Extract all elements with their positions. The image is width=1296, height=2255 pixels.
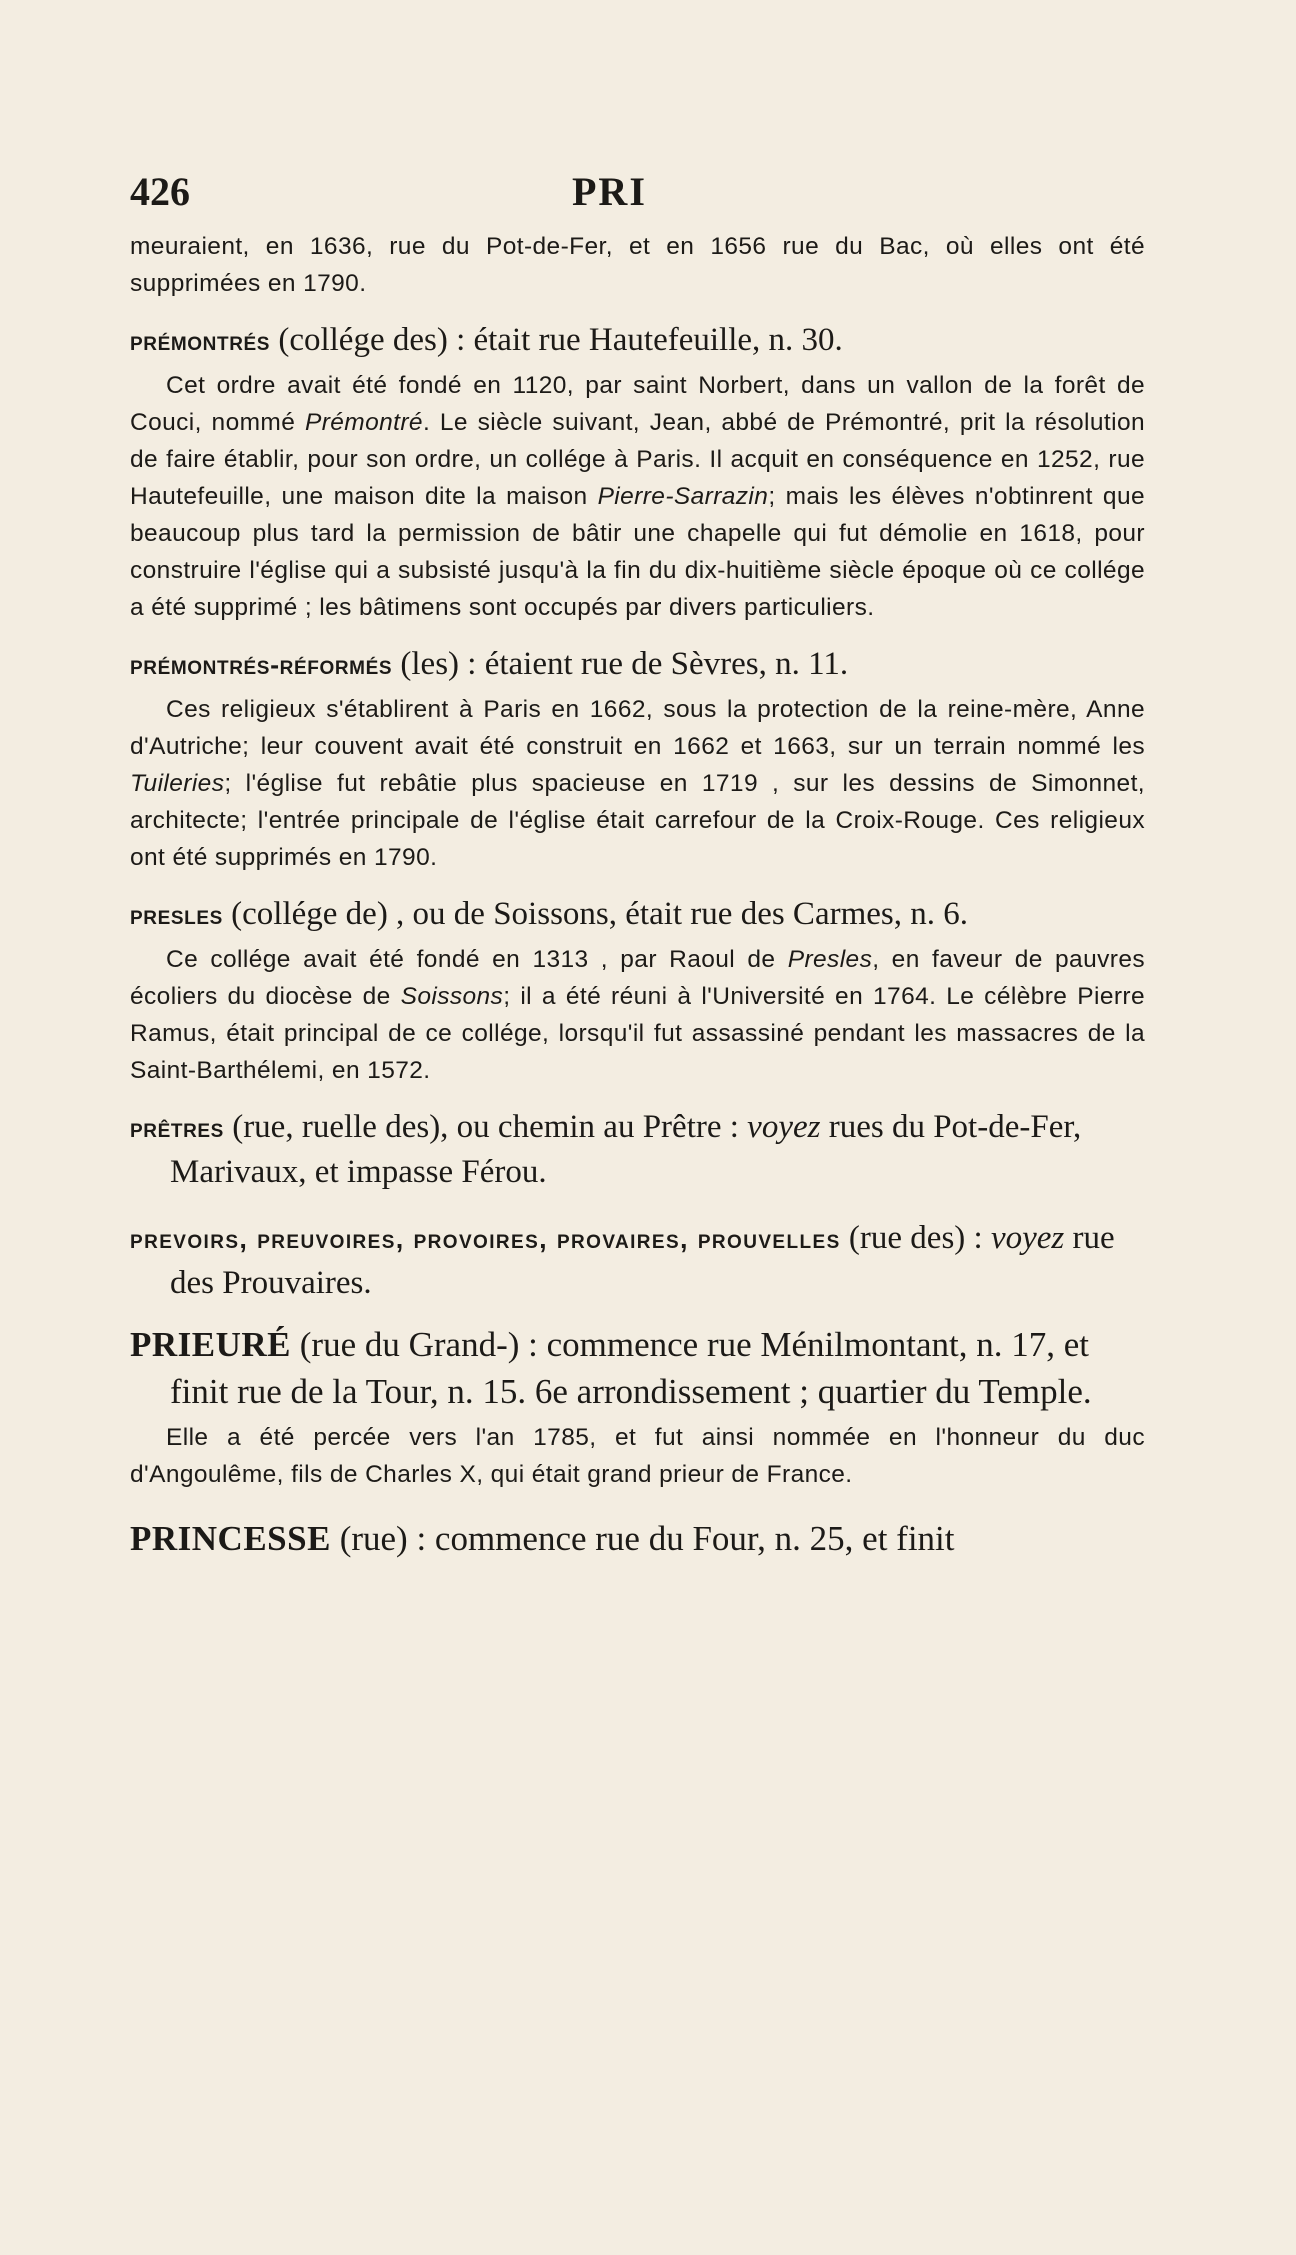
entry-heading-text: (collége des) : était rue Hautefeuille, n. 30. bbox=[270, 322, 843, 358]
entry-heading-text: rues du Pot-de-Fer, Marivaux, et impasse Férou. bbox=[170, 1109, 1082, 1190]
body-italic: Prémontré bbox=[304, 409, 423, 436]
body-italic: Soissons bbox=[400, 983, 504, 1010]
entry-body-prieure: Elle a été percée vers l'an 1785, et fut ainsi nommée en l'honneur du duc d'Angoulême, fils de Charles X, qui était grand prieur de France. bbox=[130, 1424, 1145, 1488]
body-italic: Pierre-Sarrazin bbox=[597, 483, 769, 510]
page bbox=[130, 168, 1145, 1562]
entry-keyword: presles bbox=[130, 900, 223, 930]
entry-heading-text: (rue) : commence rue du Four, n. 25, et finit bbox=[330, 1519, 955, 1558]
entry-body-premontres-reformes bbox=[130, 691, 1145, 876]
body-text: ; mais les élèves n'obtinrent que beaucoup plus tard la permission de bâtir une chapelle qui fut démolie en 1618, pour construire l'église qui a subsisté jusqu'à la fin du dix-huitième siècle époque où ce collége a été supprimé ; les bâtimens sont occupés par divers particuliers. bbox=[130, 483, 1145, 621]
page-number: 426 bbox=[130, 169, 190, 214]
entry-heading-prieure bbox=[130, 1321, 1145, 1415]
body-text: , en faveur de pauvres écoliers du diocèse de bbox=[130, 946, 1145, 1010]
body-italic: Presles bbox=[787, 946, 873, 973]
entry-heading-prevoirs bbox=[130, 1216, 1145, 1305]
entry-heading-premontres bbox=[130, 318, 1145, 363]
entry-heading-premontres-reformes bbox=[130, 642, 1145, 687]
body-text: Ce collége avait été fondé en 1313 , par Raoul de bbox=[166, 946, 788, 973]
body-text: . Le siècle suivant, Jean, abbé de Prémontré, prit la résolution de faire établir, pour son ordre, un collége à Paris. Il acquit en conséquence en 1252, rue Hautefeuille, une maison dite la maison bbox=[130, 409, 1145, 510]
entry-keyword: prevoirs, preuvoires, provoires, provaires, prouvelles bbox=[130, 1224, 841, 1254]
entry-heading-princesse bbox=[130, 1515, 1145, 1562]
entry-keyword: PRIEURÉ bbox=[130, 1325, 292, 1364]
entry-heading-pretres bbox=[130, 1105, 1145, 1194]
entry-heading-italic: voyez bbox=[990, 1220, 1065, 1256]
entry-body-premontres bbox=[130, 367, 1145, 626]
body-text: ; l'église fut rebâtie plus spacieuse en 1719 , sur les dessins de Simonnet, architecte; l'entrée principale de l'église était carrefour de la Croix-Rouge. Ces religieux ont été supprimés en 1790. bbox=[130, 770, 1145, 871]
entry-keyword: prémontrés bbox=[130, 326, 271, 356]
body-text: Cet ordre avait été fondé en 1120, par saint Norbert, dans un vallon de la forêt de Couci, nommé bbox=[130, 372, 1145, 436]
running-head-word: PRI bbox=[572, 169, 647, 214]
entry-heading-text: (les) : étaient rue de Sèvres, n. 11. bbox=[392, 646, 849, 682]
body-italic: Tuileries bbox=[130, 770, 225, 797]
entry-heading-text: rue des Prouvaires. bbox=[170, 1220, 1115, 1301]
entry-heading-text: (rue, ruelle des), ou chemin au Prêtre : bbox=[223, 1109, 748, 1145]
continuation-paragraph: meuraient, en 1636, rue du Pot-de-Fer, et en 1656 rue du Bac, où elles ont été supprimées en 1790. bbox=[130, 233, 1145, 297]
body-text: ; il a été réuni à l'Université en 1764. Le célèbre Pierre Ramus, était principal de ce collége, lorsqu'il fut assassiné pendant les massacres de la Saint-Barthélemi, en 1572. bbox=[130, 983, 1145, 1084]
entry-body-presles bbox=[130, 941, 1145, 1089]
entry-heading-italic: voyez bbox=[747, 1109, 821, 1145]
running-head bbox=[130, 168, 1145, 228]
entry-heading-text: (rue des) : bbox=[840, 1220, 991, 1256]
entry-heading-text: (rue du Grand-) : commence rue Ménilmontant, n. 17, et finit rue de la Tour, n. 15. 6e arrondissement ; quartier du Temple. bbox=[170, 1325, 1092, 1411]
entry-heading-text: (collége de) , ou de Soissons, était rue des Carmes, n. 6. bbox=[222, 896, 968, 932]
entry-keyword: prêtres bbox=[130, 1113, 224, 1143]
entry-keyword: prémontrés-réformés bbox=[130, 650, 393, 680]
entry-heading-presles bbox=[130, 892, 1145, 937]
body-text: Ces religieux s'établirent à Paris en 1662, sous la protection de la reine-mère, Anne d'Autriche; leur couvent avait été construit en 1662 et 1663, sur un terrain nommé les bbox=[130, 696, 1145, 760]
entry-keyword: PRINCESSE bbox=[130, 1519, 331, 1558]
